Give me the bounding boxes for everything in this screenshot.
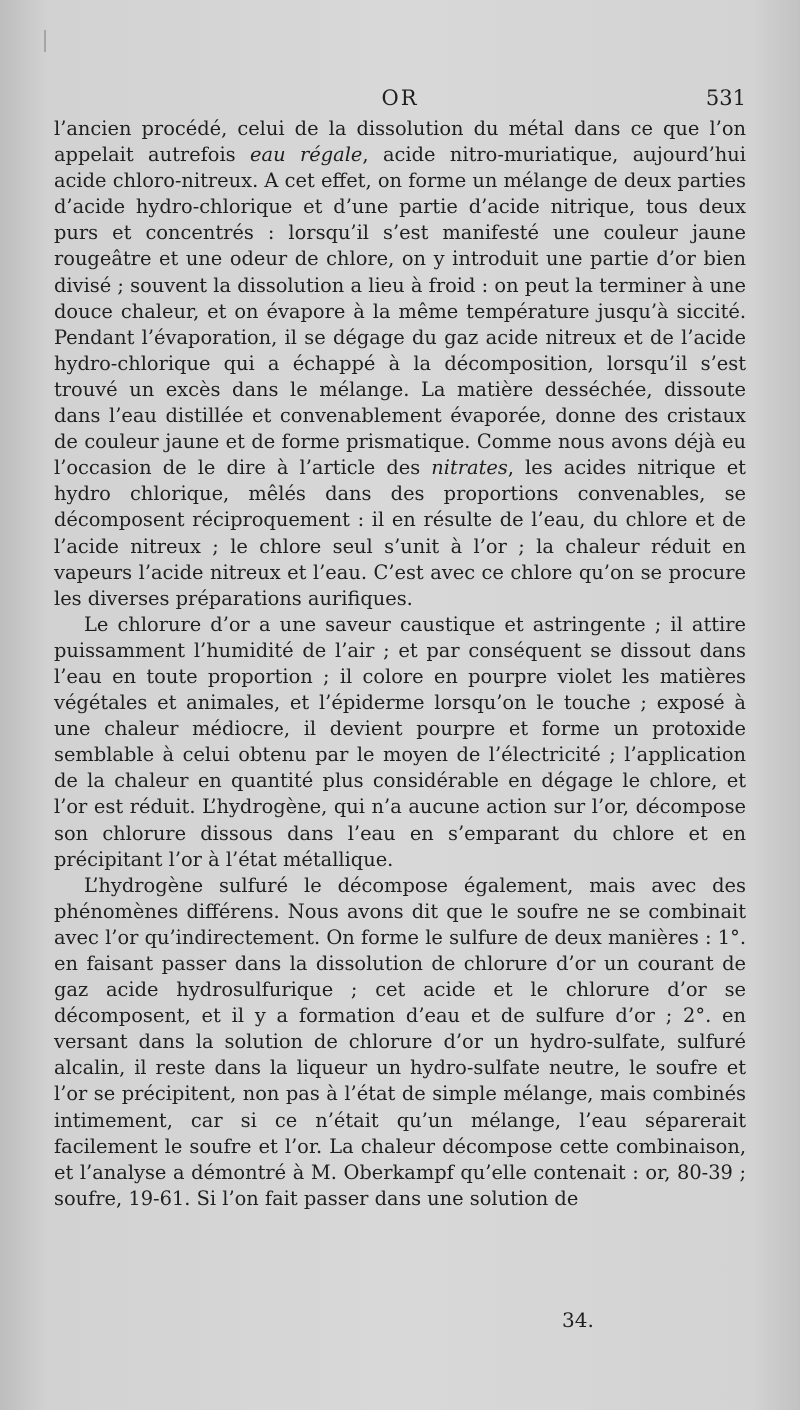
signature-mark: 34.	[562, 1308, 594, 1332]
margin-mark	[44, 30, 46, 52]
paragraph-1	[54, 116, 746, 612]
page-number: 531	[705, 86, 746, 110]
italic-nitrates: nitrates	[431, 456, 508, 480]
running-head	[54, 86, 746, 116]
paragraph-1-text-c: , les acides nitrique et hydro chlorique, mêlés dans des proportions convenables, se décomposent réciproquement : il en résulte de l’eau, du chlore et de l’acide nitreux ; le chlore seul s’unit à l’or ; la chaleur réduit en vapeurs l’acide nitreux et l’eau. C’est avec ce chlore qu’on se procure les diverses préparations aurifiques.	[54, 456, 746, 610]
paragraph-3: L’hydrogène sulfuré le décompose également, mais avec des phénomènes différens. Nous avons dit que le soufre ne se combinait avec l’or qu’indirectement. On forme le sulfure de deux manières : 1°. en faisant passer dans la dissolution de chlorure d’or un courant de gaz acide hydrosulfurique ; cet acide et le chlorure d’or se décomposent, et il y a formation d’eau et de sulfure d’or ; 2°. en versant dans la solution de chlorure d’or un hydro-sulfate, sulfuré alcalin, il reste dans la liqueur un hydro-sulfate neutre, le soufre et l’or se précipitent, non pas à l’état de simple mélange, mais combinés intimement, car si ce n’était qu’un mélange, l’eau séparerait facilement le soufre et l’or. La chaleur décompose cette combinaison, et l’analyse a démontré à M. Oberkampf qu’elle contenait : or, 80-39 ; soufre, 19-61. Si l’on fait passer dans une solution de	[54, 873, 746, 1210]
paragraph-2: Le chlorure d’or a une saveur caustique et astringente ; il attire puissamment l’humidité de l’air ; et par conséquent se dissout dans l’eau en toute proportion ; il colore en pourpre violet les matières végétales et animales, et l’épiderme lorsqu’on le touche ; exposé à une chaleur médiocre, il devient pourpre et forme un protoxide semblable à celui obtenu par le moyen de l’électricité ; l’application de la chaleur en quantité plus considérable en dégage le chlore, et l’or est réduit. L’hydrogène, qui n’a aucune action sur l’or, décompose son chlorure dissous dans l’eau en s’emparant du chlore et en précipitant l’or à l’état métallique.	[54, 612, 746, 871]
running-title: OR	[381, 86, 419, 110]
paragraph-1-text-b: , acide nitro-muriatique, aujourd’hui acide chloro-nitreux. A cet effet, on forme un mélange de deux parties d’acide hydro-chlorique et d’une partie d’acide nitrique, tous deux purs et concentrés : lorsqu’il s’est manifesté une couleur jaune rougeâtre et une odeur de chlore, on y introduit une partie d’or bien divisé ; souvent la dissolution a lieu à froid : on peut la terminer à une douce chaleur, et on évapore à la même température jusqu’à siccité. Pendant l’évaporation, il se dégage du gaz acide nitreux et de l’acide hydro-chlorique qui a échappé à la décomposition, lorsqu’il s’est trouvé un excès dans le mélange. La matière desséchée, dissoute dans l’eau distillée et convenablement évaporée, donne des cristaux de couleur jaune et de forme prismatique. Comme nous avons déjà eu l’occasion de le dire à l’article des	[54, 143, 746, 480]
body-text	[54, 116, 746, 1212]
italic-eau-regale: eau régale	[250, 143, 363, 167]
paragraph-1-text-a: l’ancien procédé, celui de la dissolution du métal dans ce que l’on appelait autrefois	[54, 117, 746, 167]
